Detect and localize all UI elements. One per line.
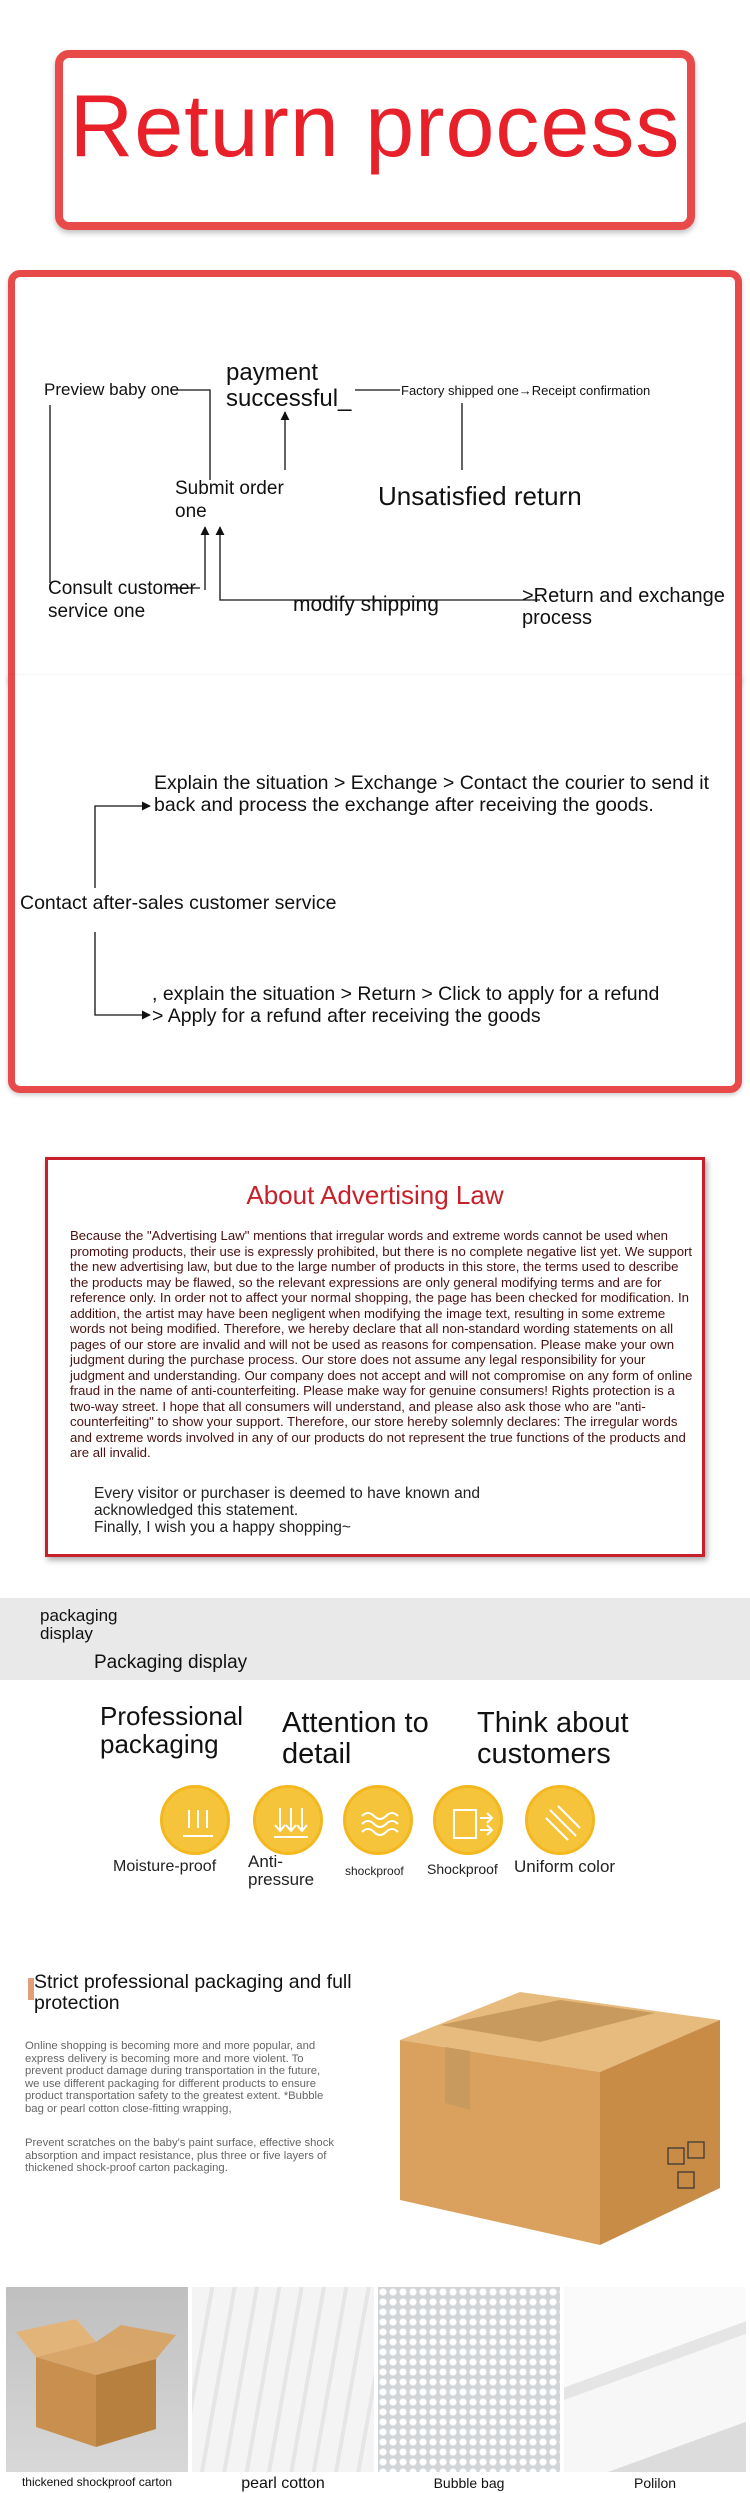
- label-uniform: Uniform color: [514, 1857, 616, 1876]
- law-body: Because the "Advertising Law" mentions that irregular words and extreme words cannot be used when promoting products, their use is expressly prohibited, but there is no complete negative list yet. We support the new advertising law, but due to the large number of products in this store, the terms used to describe the products may be flawed, so the relevant expressions are only general modifying terms and are for reference only. In order not to affect your normal shopping, the page has been checked for modification. In addition, the artist may have been negligent when modifying the image text, resulting in some extreme words not being modified. Therefore, we hereby declare that all non-standard wording statements on all pages of our store are invalid and will not be used as reasons for compensation. Please make your own judgment during the purchase process. Our store does not assume any legal responsibility for your judgment and understanding. Our company does not accept and will not compromise on any form of online fraud in the name of anti-counterfeiting. Please make way for genuine consumers! Rights protection is a two-way street. I hope that all consumers will understand, and please also ask those who are "anti-counterfeiting" to show your support. Therefore, our store hereby solemnly declares: The irregular words and extreme words involved in any of our products do not represent the true functions of the products and are all invalid.: [70, 1228, 693, 1460]
- feature-professional: Professional packaging: [100, 1701, 244, 1759]
- photo-bubble-bag: [378, 2287, 560, 2472]
- law-footer-statement: Every visitor or purchaser is deemed to have known and acknowledged this statement.: [94, 1485, 480, 1519]
- caption-bubble-bag: Bubble bag: [433, 2475, 505, 2491]
- caption-pearl-cotton: pearl cotton: [241, 2475, 325, 2492]
- step-preview: Preview baby one: [44, 380, 180, 399]
- step-consult: Consult customer service one: [48, 578, 196, 622]
- protection-text-1: Online shopping is becoming more and more popular, and express delivery is becoming more and more violent. To prevent product damage during transportation in the future, we use different packaging for different products to ensure product transportation safety to the greatest extent. *Bubble bag or pearl cotton close-fitting wrapping,: [25, 2040, 324, 2115]
- packaging-band-label: packaging display: [40, 1606, 118, 1643]
- photo-polilon: [564, 2287, 746, 2472]
- caption-carton: thickened shockproof carton: [21, 2475, 173, 2489]
- label-moisture: Moisture-proof: [113, 1858, 217, 1875]
- step-modify: modify shipping: [293, 593, 439, 616]
- aftersales-exchange: Explain the situation > Exchange > Contact the courier to send it back and process the exchange after receiving the goods.: [154, 772, 710, 816]
- step-return-exchange: >Return and exchange process: [522, 585, 725, 629]
- step-unsatisfied: Unsatisfied return: [378, 481, 582, 511]
- aftersales-contact: Contact after-sales customer service: [20, 892, 337, 914]
- caption-polilon: Polilon: [633, 2475, 677, 2491]
- packaging-band-sub: Packaging display: [94, 1652, 248, 1673]
- feature-customers: Think about customers: [477, 1707, 629, 1770]
- step-payment: payment successful_: [226, 359, 352, 413]
- aftersales-refund-2: > Apply for a refund after receiving the goods: [152, 1005, 541, 1027]
- step-submit: Submit order one: [175, 478, 284, 522]
- law-footer-wish: Finally, I wish you a happy shopping~: [94, 1519, 351, 1536]
- feature-detail: Attention to detail: [282, 1707, 429, 1770]
- label-shockproof-2: Shockproof: [427, 1861, 498, 1877]
- protection-title: Strict professional packaging and full protection: [34, 1971, 352, 2014]
- law-title: About Advertising Law: [246, 1180, 504, 1210]
- protection-text-2: Prevent scratches on the baby's paint surface, effective shock absorption and impact resistance, plus three or five layers of thickened shock-proof carton packaging.: [25, 2137, 335, 2174]
- label-shockproof-1: shockproof: [345, 1864, 404, 1878]
- aftersales-refund-1: , explain the situation > Return > Click to apply for a refund: [152, 983, 660, 1005]
- photo-pearl-cotton: [192, 2287, 374, 2472]
- photo-carton: [6, 2287, 188, 2472]
- step-factory: Factory shipped one→Receipt confirmation: [401, 383, 651, 398]
- page-title: Return process: [69, 76, 681, 175]
- label-pressure: Anti-pressure: [248, 1852, 315, 1889]
